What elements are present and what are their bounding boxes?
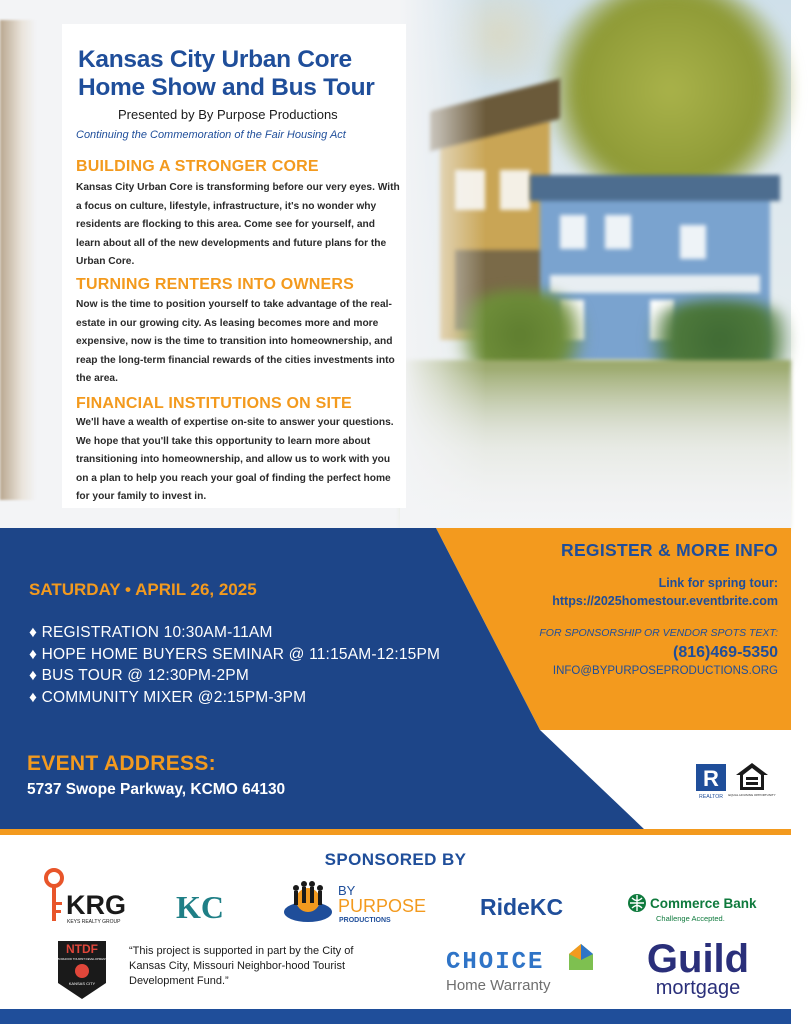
ntdf-subtitle: NEIGHBORHOOD TOURIST DEVELOPMENT FUND <box>48 957 116 961</box>
krg-subtitle: KEYS REALTY GROUP <box>67 919 121 925</box>
register-link-label: Link for spring tour: <box>658 576 778 590</box>
sponsors-heading: SPONSORED BY <box>324 850 467 869</box>
section-heading-financial: FINANCIAL INSTITUTIONS ON SITE <box>76 395 352 412</box>
house-photo <box>400 0 791 528</box>
event-date: SATURDAY • APRIL 26, 2025 <box>29 580 257 599</box>
register-heading: REGISTER & MORE INFO <box>561 540 778 560</box>
photo-fade <box>400 0 791 528</box>
ntdf-city: KANSAS CITY <box>68 981 96 986</box>
ridekc-logo: RideKC <box>480 894 564 920</box>
title-line-2: Home Show and Bus Tour <box>78 74 375 101</box>
kc-mark: KC <box>176 889 224 925</box>
register-email[interactable]: INFO@BYPURPOSEPRODUCTIONS.ORG <box>552 665 778 677</box>
event-address: 5737 Swope Parkway, KCMO 64130 <box>27 781 286 798</box>
bypurpose-by: BY <box>338 883 356 898</box>
section-body-financial: We'll have a wealth of expertise on-site to answer your questions. We hope that you'll take this opportunity to learn more about transitioning into homeownership, and allow us to work with you on a plan to help you reach your goal of finding the perfect home for your family to invest in. <box>76 417 394 502</box>
section-body-renters-owners: Now is the time to position yourself to take advantage of the real-estate in our growing city. As leasing becomes more and more expensive, now is the time to transition into homeownership, and reap the long-term financial rewards of the cities investments into the area. <box>76 299 395 384</box>
left-photo-edge <box>0 20 36 500</box>
schedule-item: ♦ BUS TOUR @ 12:30PM-2PM <box>29 667 249 684</box>
choice-name: CHOICE <box>446 949 545 976</box>
bottom-bar <box>0 1009 791 1024</box>
event-schedule <box>29 622 440 708</box>
krg-logo <box>40 866 124 926</box>
register-link[interactable]: https://2025homestour.eventbrite.com <box>552 594 778 608</box>
event-address-heading: EVENT ADDRESS: <box>27 752 216 775</box>
ntdf-name: NTDF <box>66 942 98 956</box>
choice-logo <box>444 940 594 996</box>
bypurpose-subtitle: PRODUCTIONS <box>339 917 391 924</box>
funding-quote: “This project is supported in part by the City of Kansas City, Missouri Neighbor-hood Tourist Development Fund.” <box>129 945 354 987</box>
guild-name: Guild <box>646 937 750 981</box>
commerce-tagline: Challenge Accepted. <box>656 914 725 923</box>
section-heading-renters-owners: TURNING RENTERS INTO OWNERS <box>76 276 355 293</box>
section-heading-stronger-core: BUILDING A STRONGER CORE <box>76 158 319 175</box>
eho-label: EQUAL HOUSING OPPORTUNITY <box>728 793 776 797</box>
choice-subtitle: Home Warranty <box>446 977 551 994</box>
svg-text:R: R <box>703 766 719 791</box>
schedule-item: ♦ REGISTRATION 10:30AM-11AM <box>29 624 273 641</box>
orange-divider <box>0 829 791 835</box>
presented-by: Presented by By Purpose Productions <box>118 107 338 122</box>
krg-name: KRG <box>66 890 126 920</box>
schedule-item: ♦ HOPE HOME BUYERS SEMINAR @ 11:15AM-12:15PM <box>29 645 441 663</box>
section-body-stronger-core: Kansas City Urban Core is transforming before our very eyes. With a focus on culture, lifestyle, infrastructure, it's no wonder why residents are flocking to this area. Come see for yourself, and learn about all of the new developments and future plans for the Urban Core. <box>76 182 400 267</box>
title-line-1: Kansas City Urban Core <box>78 46 352 73</box>
flyer-title <box>78 46 418 102</box>
realtor-logo <box>695 764 727 800</box>
guild-logo <box>636 934 760 998</box>
ntdf-logo <box>48 939 116 1001</box>
kc-logo <box>176 884 224 928</box>
bypurpose-logo <box>282 878 427 928</box>
commerce-name: Commerce Bank <box>650 896 757 911</box>
sponsorship-text: FOR SPONSORSHIP OR VENDOR SPOTS TEXT: <box>539 627 778 639</box>
equal-housing-icon <box>728 762 776 800</box>
schedule-item: ♦ COMMUNITY MIXER @2:15PM-3PM <box>29 688 307 706</box>
guild-subtitle: mortgage <box>655 977 741 999</box>
realtor-label: REALTOR <box>698 794 724 800</box>
continuing-line: Continuing the Commemoration of the Fair Housing Act <box>76 129 346 141</box>
commerce-bank-logo <box>626 892 762 924</box>
bypurpose-name: PURPOSE <box>338 896 427 916</box>
register-phone[interactable]: (816)469-5350 <box>673 644 778 661</box>
